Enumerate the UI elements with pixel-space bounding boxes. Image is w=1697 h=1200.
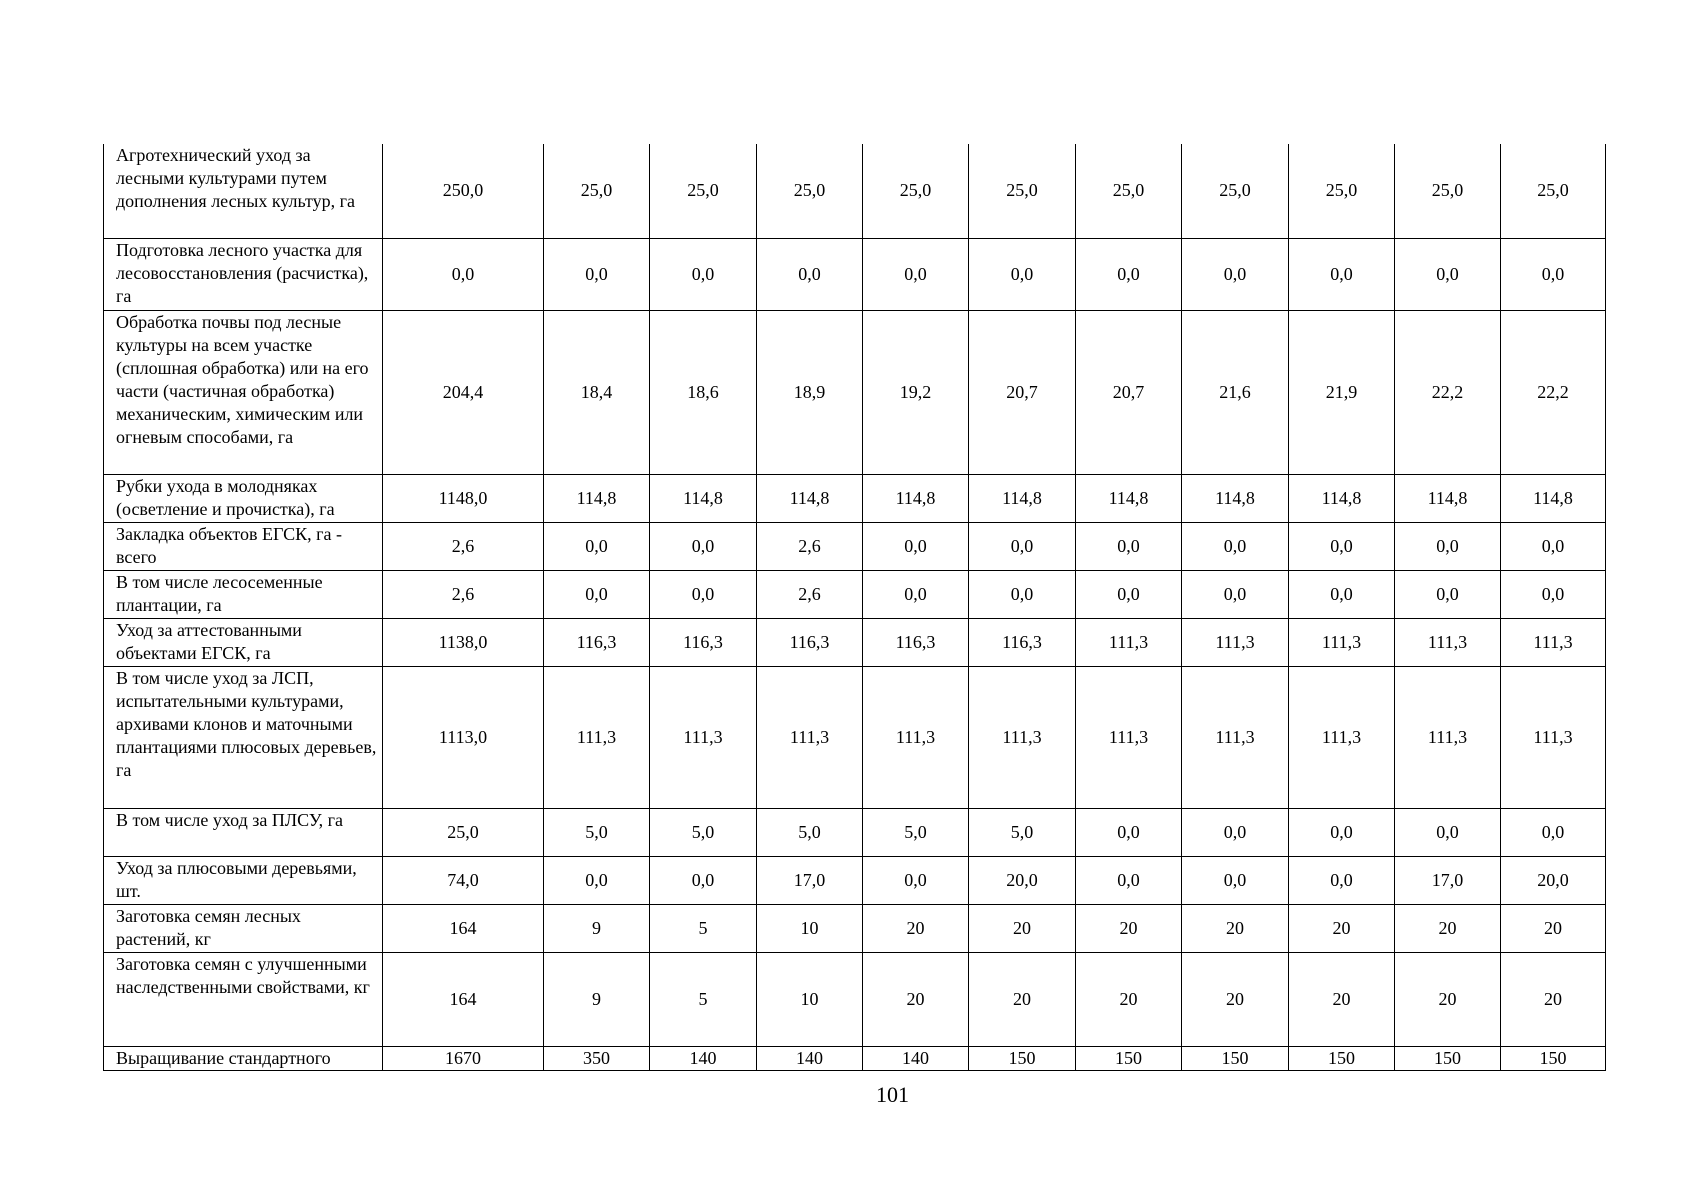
value-cell: 0,0 bbox=[1501, 570, 1606, 618]
table-row bbox=[104, 310, 1606, 474]
row-label: Заготовка семян лесных растений, кг bbox=[104, 904, 383, 952]
value-cell: 111,3 bbox=[1289, 618, 1395, 666]
value-cell: 20,7 bbox=[1076, 310, 1182, 474]
value-cell: 9 bbox=[544, 904, 650, 952]
table-row bbox=[104, 808, 1606, 856]
value-cell: 25,0 bbox=[969, 144, 1076, 238]
value-cell: 116,3 bbox=[544, 618, 650, 666]
value-cell: 114,8 bbox=[1076, 474, 1182, 522]
value-cell: 9 bbox=[544, 952, 650, 1046]
value-cell: 1138,0 bbox=[383, 618, 544, 666]
value-cell: 111,3 bbox=[1501, 618, 1606, 666]
value-cell: 25,0 bbox=[544, 144, 650, 238]
value-cell: 111,3 bbox=[969, 666, 1076, 808]
table-row bbox=[104, 856, 1606, 904]
row-label: В том числе уход за ЛСП, испытательными культурами, архивами клонов и маточными плантациями плюсовых деревьев, га bbox=[104, 666, 383, 808]
value-cell: 150 bbox=[1289, 1046, 1395, 1070]
value-cell: 20 bbox=[1501, 904, 1606, 952]
value-cell: 1113,0 bbox=[383, 666, 544, 808]
value-cell: 150 bbox=[1182, 1046, 1289, 1070]
value-cell: 150 bbox=[1395, 1046, 1501, 1070]
value-cell: 22,2 bbox=[1501, 310, 1606, 474]
value-cell: 5,0 bbox=[863, 808, 969, 856]
value-cell: 17,0 bbox=[757, 856, 863, 904]
value-cell: 0,0 bbox=[650, 238, 757, 310]
value-cell: 18,9 bbox=[757, 310, 863, 474]
value-cell: 140 bbox=[757, 1046, 863, 1070]
value-cell: 111,3 bbox=[1395, 618, 1501, 666]
value-cell: 0,0 bbox=[1182, 856, 1289, 904]
value-cell: 25,0 bbox=[757, 144, 863, 238]
value-cell: 22,2 bbox=[1395, 310, 1501, 474]
value-cell: 116,3 bbox=[863, 618, 969, 666]
value-cell: 0,0 bbox=[969, 570, 1076, 618]
value-cell: 114,8 bbox=[1501, 474, 1606, 522]
table-row bbox=[104, 238, 1606, 310]
value-cell: 0,0 bbox=[383, 238, 544, 310]
table-row bbox=[104, 666, 1606, 808]
value-cell: 114,8 bbox=[1289, 474, 1395, 522]
row-label: В том числе уход за ПЛСУ, га bbox=[104, 808, 383, 856]
value-cell: 18,6 bbox=[650, 310, 757, 474]
value-cell: 111,3 bbox=[757, 666, 863, 808]
value-cell: 21,9 bbox=[1289, 310, 1395, 474]
value-cell: 25,0 bbox=[383, 808, 544, 856]
value-cell: 111,3 bbox=[863, 666, 969, 808]
value-cell: 0,0 bbox=[1182, 238, 1289, 310]
value-cell: 0,0 bbox=[863, 522, 969, 570]
value-cell: 5,0 bbox=[650, 808, 757, 856]
table-row bbox=[104, 144, 1606, 238]
value-cell: 111,3 bbox=[1182, 666, 1289, 808]
row-label: Уход за аттестованными объектами ЕГСК, га bbox=[104, 618, 383, 666]
row-label: Выращивание стандартного bbox=[104, 1046, 383, 1070]
value-cell: 111,3 bbox=[1076, 618, 1182, 666]
value-cell: 2,6 bbox=[757, 522, 863, 570]
value-cell: 1670 bbox=[383, 1046, 544, 1070]
value-cell: 111,3 bbox=[1395, 666, 1501, 808]
row-label: Подготовка лесного участка для лесовосстановления (расчистка), га bbox=[104, 238, 383, 310]
value-cell: 114,8 bbox=[1395, 474, 1501, 522]
value-cell: 0,0 bbox=[544, 522, 650, 570]
value-cell: 10 bbox=[757, 952, 863, 1046]
table-row bbox=[104, 1046, 1606, 1070]
value-cell: 20,0 bbox=[1501, 856, 1606, 904]
value-cell: 0,0 bbox=[863, 856, 969, 904]
table-row bbox=[104, 570, 1606, 618]
value-cell: 20 bbox=[1182, 952, 1289, 1046]
value-cell: 114,8 bbox=[757, 474, 863, 522]
value-cell: 20 bbox=[863, 952, 969, 1046]
value-cell: 0,0 bbox=[863, 570, 969, 618]
value-cell: 111,3 bbox=[1501, 666, 1606, 808]
row-label: В том числе лесосеменные плантации, га bbox=[104, 570, 383, 618]
value-cell: 0,0 bbox=[1501, 522, 1606, 570]
value-cell: 21,6 bbox=[1182, 310, 1289, 474]
value-cell: 25,0 bbox=[1289, 144, 1395, 238]
value-cell: 0,0 bbox=[1076, 808, 1182, 856]
value-cell: 111,3 bbox=[544, 666, 650, 808]
value-cell: 20 bbox=[1076, 904, 1182, 952]
value-cell: 0,0 bbox=[1395, 808, 1501, 856]
value-cell: 0,0 bbox=[650, 856, 757, 904]
value-cell: 164 bbox=[383, 904, 544, 952]
value-cell: 0,0 bbox=[1289, 808, 1395, 856]
value-cell: 0,0 bbox=[1501, 808, 1606, 856]
value-cell: 111,3 bbox=[650, 666, 757, 808]
value-cell: 0,0 bbox=[1289, 522, 1395, 570]
value-cell: 0,0 bbox=[544, 856, 650, 904]
value-cell: 116,3 bbox=[969, 618, 1076, 666]
value-cell: 20 bbox=[1395, 904, 1501, 952]
value-cell: 114,8 bbox=[650, 474, 757, 522]
value-cell: 0,0 bbox=[544, 238, 650, 310]
value-cell: 20 bbox=[1289, 904, 1395, 952]
value-cell: 204,4 bbox=[383, 310, 544, 474]
value-cell: 114,8 bbox=[1182, 474, 1289, 522]
value-cell: 140 bbox=[650, 1046, 757, 1070]
value-cell: 0,0 bbox=[1076, 856, 1182, 904]
value-cell: 2,6 bbox=[757, 570, 863, 618]
value-cell: 25,0 bbox=[863, 144, 969, 238]
table-row bbox=[104, 474, 1606, 522]
value-cell: 20 bbox=[1501, 952, 1606, 1046]
value-cell: 116,3 bbox=[650, 618, 757, 666]
value-cell: 20 bbox=[1289, 952, 1395, 1046]
value-cell: 74,0 bbox=[383, 856, 544, 904]
value-cell: 20 bbox=[1395, 952, 1501, 1046]
value-cell: 114,8 bbox=[863, 474, 969, 522]
table-row bbox=[104, 618, 1606, 666]
value-cell: 0,0 bbox=[1076, 570, 1182, 618]
value-cell: 111,3 bbox=[1182, 618, 1289, 666]
value-cell: 25,0 bbox=[650, 144, 757, 238]
value-cell: 140 bbox=[863, 1046, 969, 1070]
row-label: Рубки ухода в молодняках (осветление и прочистка), га bbox=[104, 474, 383, 522]
value-cell: 5,0 bbox=[544, 808, 650, 856]
value-cell: 150 bbox=[1076, 1046, 1182, 1070]
value-cell: 18,4 bbox=[544, 310, 650, 474]
value-cell: 0,0 bbox=[1289, 856, 1395, 904]
value-cell: 20,0 bbox=[969, 856, 1076, 904]
value-cell: 20 bbox=[1076, 952, 1182, 1046]
value-cell: 0,0 bbox=[1076, 238, 1182, 310]
value-cell: 1148,0 bbox=[383, 474, 544, 522]
value-cell: 116,3 bbox=[757, 618, 863, 666]
value-cell: 5,0 bbox=[757, 808, 863, 856]
table-row bbox=[104, 522, 1606, 570]
value-cell: 0,0 bbox=[650, 570, 757, 618]
value-cell: 350 bbox=[544, 1046, 650, 1070]
value-cell: 0,0 bbox=[544, 570, 650, 618]
value-cell: 20,7 bbox=[969, 310, 1076, 474]
value-cell: 20 bbox=[969, 904, 1076, 952]
value-cell: 0,0 bbox=[969, 522, 1076, 570]
value-cell: 0,0 bbox=[1395, 570, 1501, 618]
value-cell: 111,3 bbox=[1289, 666, 1395, 808]
value-cell: 5,0 bbox=[969, 808, 1076, 856]
value-cell: 25,0 bbox=[1395, 144, 1501, 238]
value-cell: 111,3 bbox=[1076, 666, 1182, 808]
forestry-data-table bbox=[103, 144, 1606, 1071]
value-cell: 2,6 bbox=[383, 570, 544, 618]
value-cell: 150 bbox=[969, 1046, 1076, 1070]
row-label: Заготовка семян с улучшенными наследственными свойствами, кг bbox=[104, 952, 383, 1046]
value-cell: 20 bbox=[1182, 904, 1289, 952]
value-cell: 114,8 bbox=[969, 474, 1076, 522]
value-cell: 0,0 bbox=[1182, 522, 1289, 570]
value-cell: 164 bbox=[383, 952, 544, 1046]
page-number: 101 bbox=[876, 1082, 909, 1107]
table-row bbox=[104, 904, 1606, 952]
value-cell: 25,0 bbox=[1076, 144, 1182, 238]
value-cell: 0,0 bbox=[1395, 238, 1501, 310]
row-label: Уход за плюсовыми деревьями, шт. bbox=[104, 856, 383, 904]
value-cell: 0,0 bbox=[1289, 570, 1395, 618]
value-cell: 0,0 bbox=[1395, 522, 1501, 570]
value-cell: 0,0 bbox=[757, 238, 863, 310]
value-cell: 5 bbox=[650, 952, 757, 1046]
value-cell: 0,0 bbox=[1501, 238, 1606, 310]
value-cell: 25,0 bbox=[1182, 144, 1289, 238]
value-cell: 10 bbox=[757, 904, 863, 952]
table-row bbox=[104, 952, 1606, 1046]
value-cell: 0,0 bbox=[1076, 522, 1182, 570]
value-cell: 0,0 bbox=[1182, 570, 1289, 618]
value-cell: 0,0 bbox=[1182, 808, 1289, 856]
value-cell: 20 bbox=[863, 904, 969, 952]
value-cell: 0,0 bbox=[969, 238, 1076, 310]
value-cell: 0,0 bbox=[1289, 238, 1395, 310]
row-label: Агротехнический уход за лесными культурами путем дополнения лесных культур, га bbox=[104, 144, 383, 238]
value-cell: 5 bbox=[650, 904, 757, 952]
value-cell: 20 bbox=[969, 952, 1076, 1046]
value-cell: 0,0 bbox=[863, 238, 969, 310]
value-cell: 250,0 bbox=[383, 144, 544, 238]
value-cell: 2,6 bbox=[383, 522, 544, 570]
value-cell: 114,8 bbox=[544, 474, 650, 522]
value-cell: 0,0 bbox=[650, 522, 757, 570]
row-label: Закладка объектов ЕГСК, га - всего bbox=[104, 522, 383, 570]
value-cell: 150 bbox=[1501, 1046, 1606, 1070]
value-cell: 17,0 bbox=[1395, 856, 1501, 904]
value-cell: 25,0 bbox=[1501, 144, 1606, 238]
value-cell: 19,2 bbox=[863, 310, 969, 474]
row-label: Обработка почвы под лесные культуры на всем участке (сплошная обработка) или на его части (частичная обработка) механическим, химическим или огневым способами, га bbox=[104, 310, 383, 474]
